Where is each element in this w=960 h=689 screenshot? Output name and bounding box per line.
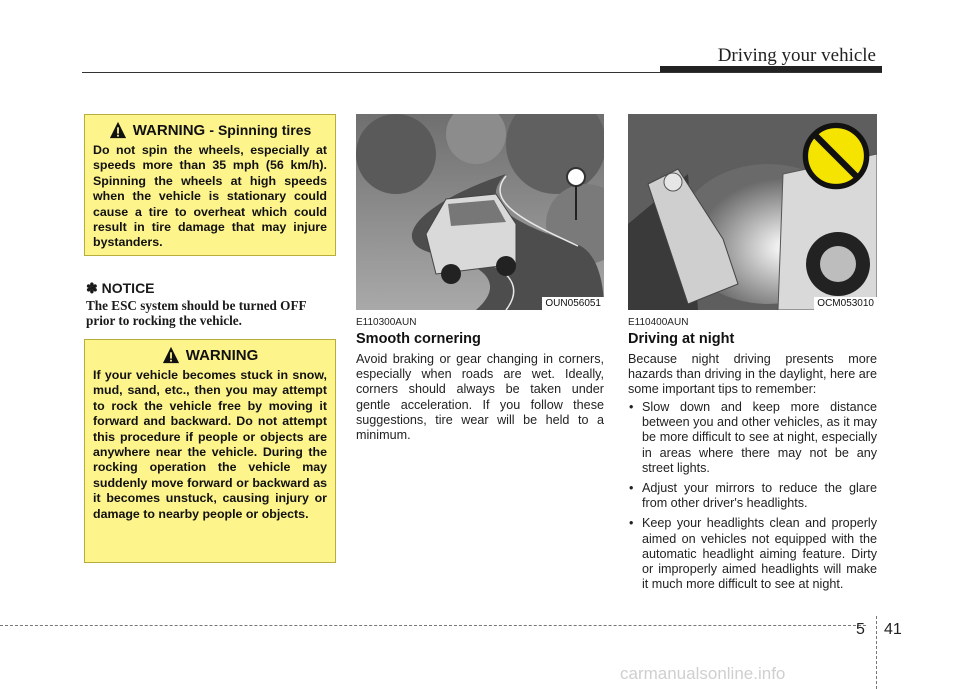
list-item: • Adjust your mirrors to reduce the glare from other driver's headlights. (629, 481, 877, 511)
warning-header (93, 121, 327, 139)
warning-text: If your vehicle becomes stuck in snow, mud, sand, etc., then you may attempt to rock the vehicle free by moving it forward and backward. Do not attempt this procedure if people or objects are anywhere near the vehicle. During the rocking operation the vehicle may suddenly move forward or backward as it becomes unstuck, causing injury or damage to nearby people or objects. (93, 368, 327, 521)
warning-header (93, 346, 327, 364)
list-item: • Keep your headlights clean and properly aimed on vehicles not equipped with the automatic headlight aiming feature. Dirty or improperly aimed headlights will make it much more difficult to see at night. (629, 516, 877, 592)
section-body: Avoid braking or gear changing in corners, especially when roads are wet. Ideally, corners should always be taken under gentle acceleration. If you follow these suggestions, tire wear will be held to a minimum. (356, 352, 604, 443)
notice-text: The ESC system should be turned OFF prior to rocking the vehicle. (86, 298, 307, 328)
warning-text: Do not spin the wheels, especially at speeds more than 35 mph (56 km/h). Spinning the wheels at high speeds when the vehicle is stationary could cause a tire to overheat which could result in tire damage that may injure bystanders. (93, 143, 327, 250)
section-intro: Because night driving presents more hazards than driving in the daylight, here are some important tips to remember: (628, 352, 877, 397)
section-code: E110300AUN (356, 317, 417, 328)
header-rule-accent (660, 66, 882, 72)
warning-triangle-icon (162, 346, 180, 364)
warning-title: WARNING (185, 346, 259, 364)
figure-code: OUN056051 (542, 297, 604, 310)
header-rule (82, 72, 882, 73)
bullet-icon: • (629, 481, 634, 496)
list-item: • Slow down and keep more distance between you and other vehicles, as it may be more difficult to see at night, especially in areas where there may not be any street lights. (629, 400, 877, 475)
warning-title: WARNING - Spinning tires (132, 121, 312, 139)
no-entry-icon (800, 120, 872, 192)
warning-spinning-tires-box (84, 114, 336, 256)
figure-code: OCM053010 (814, 297, 877, 310)
cornering-road-image (356, 114, 604, 310)
warning-stuck-box (84, 339, 336, 563)
section-code: E110400AUN (628, 317, 689, 328)
notice-heading (86, 280, 155, 297)
tips-list (628, 400, 877, 597)
section-title: Driving at night (628, 331, 735, 347)
page-number: 41 (884, 621, 902, 638)
notice-symbol-icon: ✽ (86, 280, 98, 296)
section-title: Smooth cornering (356, 331, 481, 347)
footer-divider (876, 616, 878, 689)
bullet-icon: • (629, 400, 634, 414)
warning-triangle-icon (109, 121, 127, 139)
notice-title: NOTICE (101, 280, 155, 296)
cornering-illustration (356, 114, 604, 310)
page-header-title: Driving your vehicle (717, 45, 876, 66)
chapter-number: 5 (856, 621, 865, 638)
bullet-icon: • (629, 516, 634, 531)
night-driving-illustration (628, 114, 877, 310)
watermark: carmanualsonline.info (620, 664, 786, 683)
footer-rule (0, 625, 866, 626)
